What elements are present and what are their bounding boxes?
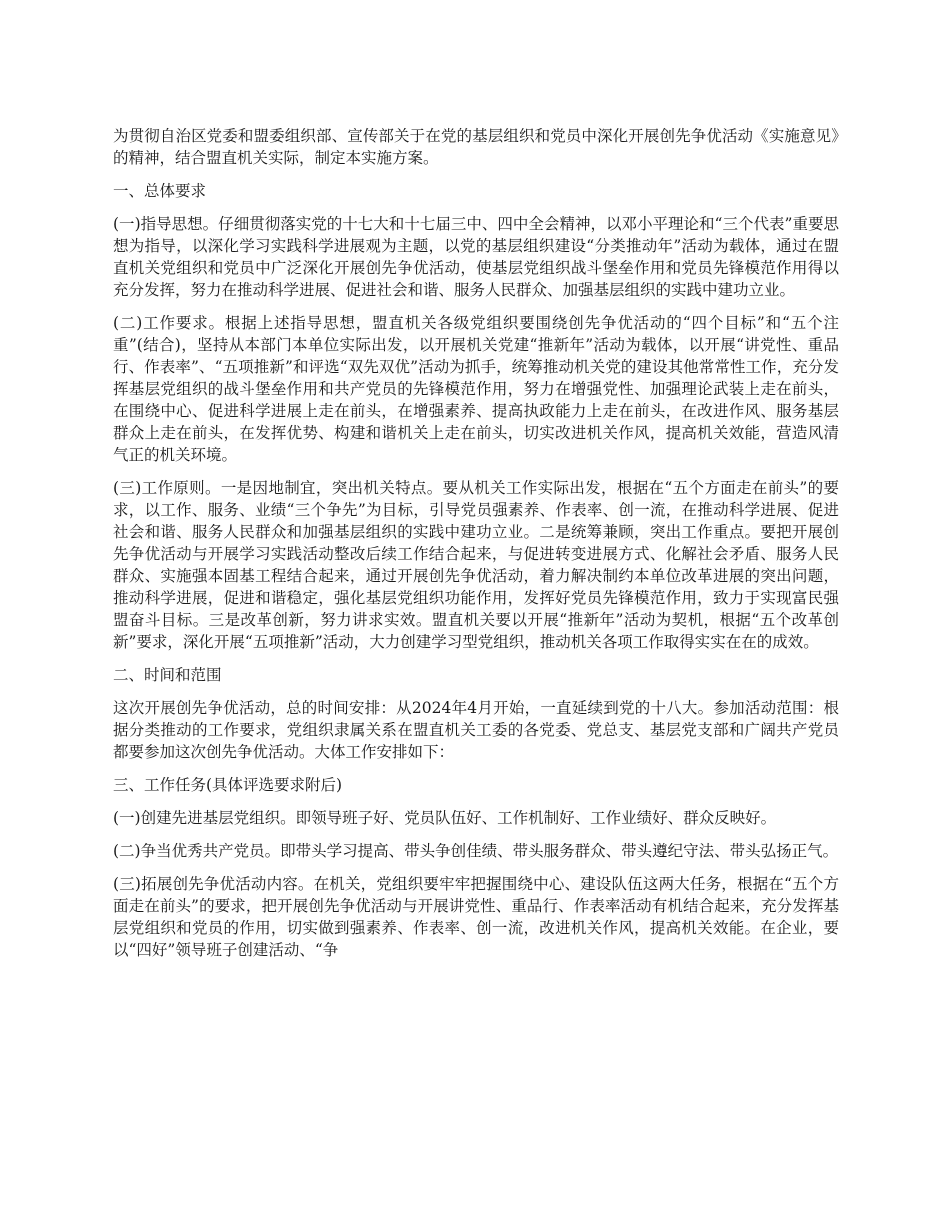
task-excellent-member-paragraph: (二)争当优秀共产党员。即带头学习提高、带头争创佳绩、带头服务群众、带头遵纪守法、带头弘扬正气。 xyxy=(113,842,839,860)
document-body xyxy=(113,125,839,972)
intro-paragraph: 为贯彻自治区党委和盟委组织部、宣传部关于在党的基层组织和党员中深化开展创先争优活动《实施意见》的精神，结合盟直机关实际，制定本实施方案。 xyxy=(113,127,839,167)
time-scope-paragraph: 这次开展创先争优活动，总的时间安排：从2024年4月开始，一直延续到党的十八大。参加活动范围：根据分类推动的工作要求，党组织隶属关系在盟直机关工委的各党委、党总支、基层党支部和广阔共产党员都要参加这次创先争优活动。大体工作安排如下： xyxy=(113,699,839,761)
section-heading-general-requirements: 一、总体要求 xyxy=(113,182,207,200)
task-expand-activity-paragraph: (三)拓展创先争优活动内容。在机关，党组织要牢牢把握围绕中心、建设队伍这两大任务，根据在“五个方面走在前头”的要求，把开展创先争优活动与开展讲党性、重品行、作表率活动有机结合起来，充分发挥基层党组织和党员的作用，切实做到强素养、作表率、创一流，改进机关作风，提高机关效能。在企业，要以“四好”领导班子创建活动、“争 xyxy=(113,875,839,959)
guiding-ideology-paragraph: (一)指导思想。仔细贯彻落实党的十七大和十七届三中、四中全会精神，以邓小平理论和“三个代表”重要思想为指导，以深化学习实践科学进展观为主题，以党的基层组织建设“分类推动年”活动为载体，通过在盟直机关党组织和党员中广泛深化开展创先争优活动，使基层党组织战斗堡垒作用和党员先锋模范作用得以充分发挥，努力在推动科学进展、促进社会和谐、服务人民群众、加强基层组织的实践中建功立业。 xyxy=(113,215,839,299)
section-heading-work-tasks: 三、工作任务(具体评选要求附后) xyxy=(113,776,343,794)
work-principles-paragraph: (三)工作原则。一是因地制宜，突出机关特点。要从机关工作实际出发，根据在“五个方面走在前头”的要求，以工作、服务、业绩“三个争先”为目标，引导党员强素养、作表率、创一流，在推动科学进展、促进社会和谐、服务人民群众和加强基层组织的实践中建功立业。二是统筹兼顾，突出工作重点。要把开展创先争优活动与开展学习实践活动整改后续工作结合起来，与促进转变进展方式、化解社会矛盾、服务人民群众、实施强本固基工程结合起来，通过开展创先争优活动，着力解决制约本单位改革进展的突出问题，推动科学进展，促进和谐稳定，强化基层党组织功能作用，发挥好党员先锋模范作用，致力于实现富民强盟奋斗目标。三是改革创新，努力讲求实效。盟直机关要以开展“推新年”活动为契机，根据“五个改革创新”要求，深化开展“五项推新”活动，大力创建学习型党组织，推动机关各项工作取得实实在在的成效。 xyxy=(113,479,839,651)
work-requirements-paragraph: (二)工作要求。根据上述指导思想，盟直机关各级党组织要围绕创先争优活动的“四个目标”和“五个注重”(结合)，坚持从本部门本单位实际出发，以开展机关党建“推新年”活动为载体，以开展“讲党性、重品行、作表率”、“五项推新”和评选“双先双优”活动为抓手，统筹推动机关党的建设其他常常性工作，充分发挥基层党组织的战斗堡垒作用和共产党员的先锋模范作用，努力在增强党性、加强理论武装上走在前头，在围绕中心、促进科学进展上走在前头，在增强素养、提高执政能力上走在前头，在改进作风、服务基层群众上走在前头，在发挥优势、构建和谐机关上走在前头，切实改进机关作风，提高机关效能，营造风清气正的机关环境。 xyxy=(113,314,839,464)
task-advanced-organization-paragraph: (一)创建先进基层党组织。即领导班子好、党员队伍好、工作机制好、工作业绩好、群众反映好。 xyxy=(113,809,777,827)
section-heading-time-and-scope: 二、时间和范围 xyxy=(113,666,222,684)
